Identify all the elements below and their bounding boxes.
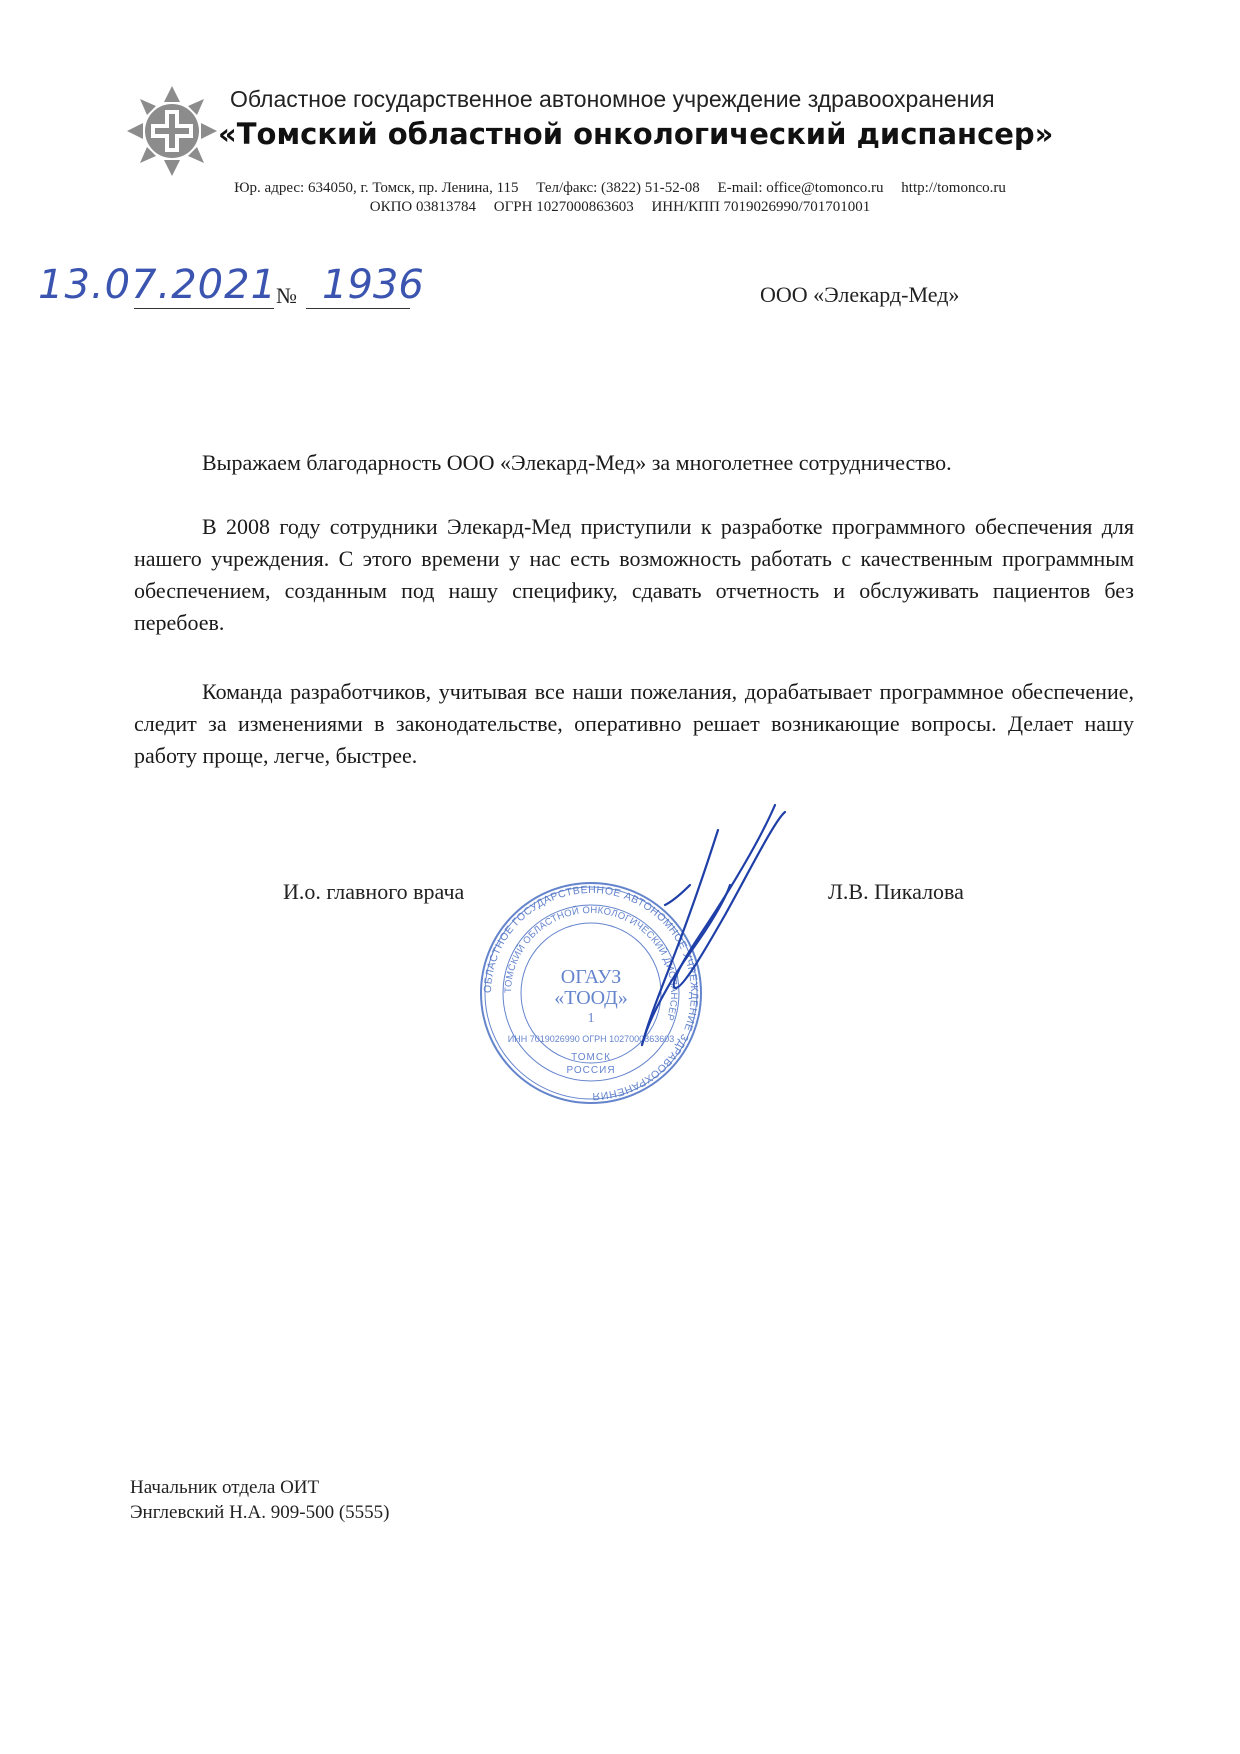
- okpo: ОКПО 03813784: [369, 199, 477, 215]
- stamp-city: ТОМСК: [571, 1052, 611, 1063]
- website: http://tomonco.ru: [901, 180, 1006, 196]
- stamp-ids: ИНН 7019026990 ОГРН 1027000863603: [507, 1034, 675, 1044]
- body-paragraph-1: Выражаем благодарность ООО «Элекард-Мед» за многолетнее сотрудничество.: [202, 450, 952, 475]
- number-label: №: [276, 283, 297, 308]
- footer-contact: Энглевский Н.А. 909-500 (5555): [130, 1502, 390, 1523]
- number-underline: [306, 308, 410, 309]
- signatory-name: Л.В. Пикалова: [828, 879, 964, 904]
- stamp-country: РОССИЯ: [566, 1065, 616, 1076]
- organization-logo-icon: [127, 86, 217, 176]
- registration-details: [0, 199, 1240, 216]
- stamp-outer-text: ОБЛАСТНОЕ ГОСУДАРСТВЕННОЕ АВТОНОМНОЕ УЧРЕЖДЕНИЕ ЗДРАВООХРАНЕНИЯ: [481, 883, 701, 1103]
- ogrn: ОГРН 1027000863603: [493, 199, 634, 215]
- body-paragraph-3: Команда разработчиков, учитывая все наши пожелания, дорабатывает программное обеспечение, следит за изменениями в законодательстве, оперативно решает возникающие вопросы. Делает нашу работу проще, легче, быстрее.: [134, 679, 1134, 768]
- legal-address: Юр. адрес: 634050, г. Томск, пр. Ленина, 115: [234, 180, 519, 196]
- date-underline: [134, 308, 274, 309]
- stamp-center-line2: «ТООД»: [554, 987, 628, 1009]
- organization-name: «Томский областной онкологический диспансер»: [218, 117, 1054, 151]
- organization-type: Областное государственное автономное учреждение здравоохранения: [230, 86, 995, 112]
- handwritten-signature: [600, 800, 790, 1050]
- email: E-mail: office@tomonco.ru: [717, 180, 884, 196]
- stamp-center-line1: ОГАУЗ: [560, 966, 622, 988]
- recipient: ООО «Элекард-Мед»: [760, 282, 960, 307]
- document-date: 13.07.2021: [38, 262, 278, 308]
- footer-department: Начальник отдела ОИТ: [130, 1477, 320, 1498]
- signatory-position: И.о. главного врача: [283, 879, 465, 904]
- stamp-center-line3: 1: [587, 1011, 595, 1026]
- body-paragraph-2: В 2008 году сотрудники Элекард-Мед приступили к разработке программного обеспечения для нашего учреждения. С этого времени у нас есть возможность работать с качественным программным обеспечением, созданным под нашу специфику, сдавать отчетность и обслуживать пациентов без перебоев.: [134, 514, 1134, 635]
- document-number: 1936: [322, 262, 424, 308]
- contact-details: [0, 180, 1240, 197]
- phone-fax: Тел/факс: (3822) 51-52-08: [536, 180, 700, 196]
- stamp-inner-text: ТОМСКИЙ ОБЛАСТНОЙ ОНКОЛОГИЧЕСКИЙ ДИСПАНСЕР: [502, 904, 680, 1022]
- inn-kpp: ИНН/КПП 7019026990/701701001: [651, 199, 871, 215]
